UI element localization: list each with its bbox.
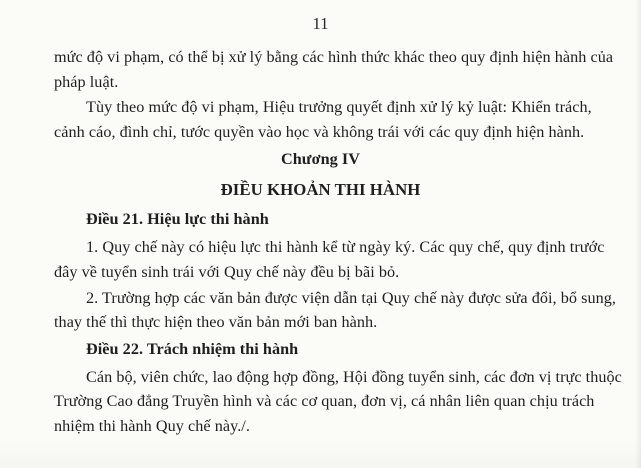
article-21-clause-2-line-2: thay thế thì thực hiện theo văn bản mới ban hành. — [54, 313, 378, 331]
paragraph-2-line-2: cảnh cáo, đình chỉ, tước quyền vào học và không trái với các quy định hiện hành. — [54, 123, 585, 141]
paragraph-1-line-1: mức độ vi phạm, có thể bị xử lý bằng các hình thức khác theo quy định hiện hành của — [54, 48, 614, 66]
article-21-clause-1-line-1: 1. Quy chế này có hiệu lực thi hành kể từ ngày ký. Các quy chế, quy định trước — [86, 238, 605, 256]
chapter-number: Chương IV — [281, 150, 360, 168]
scan-edge-shadow — [635, 0, 641, 468]
article-22-line-2: Trường Cao đẳng Truyền hình và các cơ quan, đơn vị, cá nhân liên quan chịu trách — [54, 392, 595, 410]
article-22-line-3: nhiệm thi hành Quy chế này./. — [54, 417, 250, 435]
scan-bottom-shadow — [0, 438, 641, 468]
article-21-heading: Điều 21. Hiệu lực thi hành — [86, 210, 269, 228]
page-number: 11 — [312, 14, 329, 33]
paragraph-1-line-2: pháp luật. — [54, 73, 119, 91]
article-22-line-1: Cán bộ, viên chức, lao động hợp đồng, Hội đồng tuyển sinh, các đơn vị trực thuộc — [86, 368, 622, 386]
paragraph-2-line-1: Tùy theo mức độ vi phạm, Hiệu trưởng quyết định xử lý kỷ luật: Khiển trách, — [86, 98, 592, 116]
article-22-heading: Điều 22. Trách nhiệm thi hành — [86, 340, 299, 358]
article-21-clause-2-line-1: 2. Trường hợp các văn bản được viện dẫn tại Quy chế này được sửa đổi, bổ sung, — [86, 289, 616, 307]
article-21-clause-1-line-2: đây về tuyển sinh trái với Quy chế này đều bị bãi bỏ. — [54, 263, 400, 281]
chapter-title: ĐIỀU KHOẢN THI HÀNH — [220, 180, 421, 199]
